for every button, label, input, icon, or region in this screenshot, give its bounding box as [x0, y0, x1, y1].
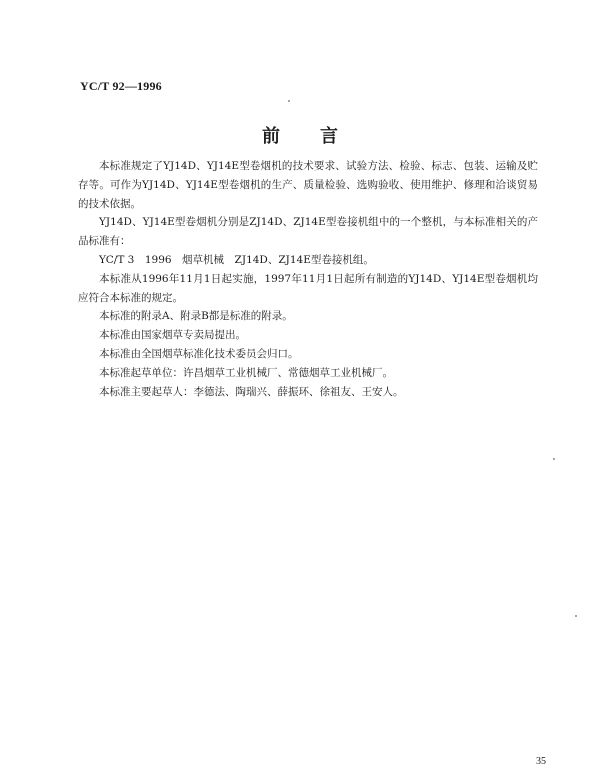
scan-speck — [553, 458, 555, 460]
paragraph-drafters: 本标准主要起草人：李德法、陶瑞兴、薛振环、徐祖友、王安人。 — [99, 385, 404, 398]
paragraph-proposed-by: 本标准由国家烟草专卖局提出。 — [99, 329, 246, 342]
paragraph-drafting-units: 本标准起草单位：许昌烟草工业机械厂、常德烟草工业机械厂。 — [99, 366, 393, 379]
scan-speck — [575, 615, 577, 617]
foreword-body — [78, 157, 538, 401]
document-code-header: YC/T 92—1996 — [80, 79, 162, 93]
title-char-2: 言 — [320, 126, 338, 147]
paragraph-effective-date: 本标准从1996年11月1日起实施，1997年11月1日起所有制造的YJ14D、YJ14E型卷烟机均应符合本标准的规定。 — [78, 272, 538, 304]
paragraph-related-standard: YC/T 3 1996 烟草机械 ZJ14D、ZJ14E型卷接机组。 — [99, 253, 374, 266]
paragraph-related-machines: YJ14D、YJ14E型卷烟机分别是ZJ14D、ZJ14E型卷接机组中的一个整机，与本标准相关的产品标准有： — [78, 216, 538, 248]
paragraph-appendices: 本标准的附录A、附录B都是标准的附录。 — [99, 310, 293, 323]
scan-speck — [288, 100, 290, 102]
page-title — [0, 125, 600, 149]
paragraph-centralized-by: 本标准由全国烟草标准化技术委员会归口。 — [99, 347, 299, 360]
title-char-1: 前 — [262, 126, 280, 147]
paragraph-scope: 本标准规定了YJ14D、YJ14E型卷烟机的技术要求、试验方法、检验、标志、包装、运输及贮存等。可作为YJ14D、YJ14E型卷烟机的生产、质量检验、选购验收、使用维护、修理和洽谈贸易的技术依据。 — [78, 160, 538, 210]
page-number: 35 — [536, 756, 546, 767]
